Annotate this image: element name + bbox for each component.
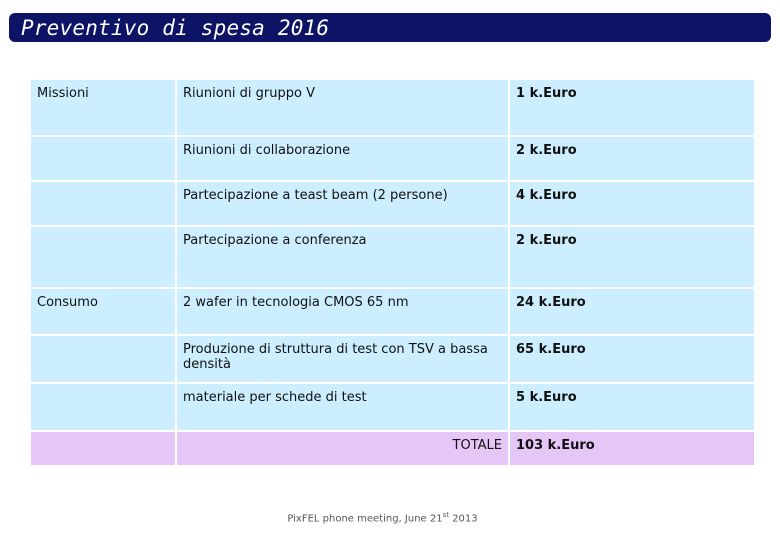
table-row	[31, 227, 754, 287]
footer-sup: st	[442, 511, 450, 519]
amount-cell: 2 k.Euro	[510, 137, 754, 180]
item-cell: 2 wafer in tecnologia CMOS 65 nm	[177, 289, 508, 334]
total-row	[31, 432, 754, 465]
amount-cell: 5 k.Euro	[510, 384, 754, 430]
page-title: Preventivo di spesa 2016	[21, 15, 330, 40]
footer-text: PixFEL phone meeting, June 21	[287, 513, 443, 525]
category-consumo: Consumo	[31, 289, 175, 334]
table-row	[31, 182, 754, 225]
category-cell	[31, 227, 175, 287]
footer-year: 2013	[449, 513, 478, 525]
item-cell: Riunioni di gruppo V	[177, 80, 508, 135]
amount-cell: 2 k.Euro	[510, 227, 754, 287]
item-cell: Partecipazione a conferenza	[177, 227, 508, 287]
category-cell	[31, 336, 175, 382]
total-amount: 103 k.Euro	[510, 432, 754, 465]
category-missioni: Missioni	[31, 80, 175, 135]
table-row	[31, 384, 754, 430]
table-row	[31, 137, 754, 180]
budget-table	[29, 78, 756, 467]
category-cell	[31, 137, 175, 180]
table-row	[31, 80, 754, 135]
amount-cell: 4 k.Euro	[510, 182, 754, 225]
amount-cell: 1 k.Euro	[510, 80, 754, 135]
table-row	[31, 289, 754, 334]
title-bar	[9, 13, 771, 42]
total-label: TOTALE	[177, 432, 508, 465]
category-cell	[31, 182, 175, 225]
category-cell	[31, 384, 175, 430]
table-row	[31, 336, 754, 382]
amount-cell: 65 k.Euro	[510, 336, 754, 382]
item-cell: Partecipazione a teast beam (2 persone)	[177, 182, 508, 225]
amount-cell: 24 k.Euro	[510, 289, 754, 334]
item-cell: Riunioni di collaborazione	[177, 137, 508, 180]
total-empty-cell	[31, 432, 175, 465]
footer	[0, 511, 765, 524]
item-cell: materiale per schede di test	[177, 384, 508, 430]
item-cell: Produzione di struttura di test con TSV a bassa densità	[177, 336, 508, 382]
